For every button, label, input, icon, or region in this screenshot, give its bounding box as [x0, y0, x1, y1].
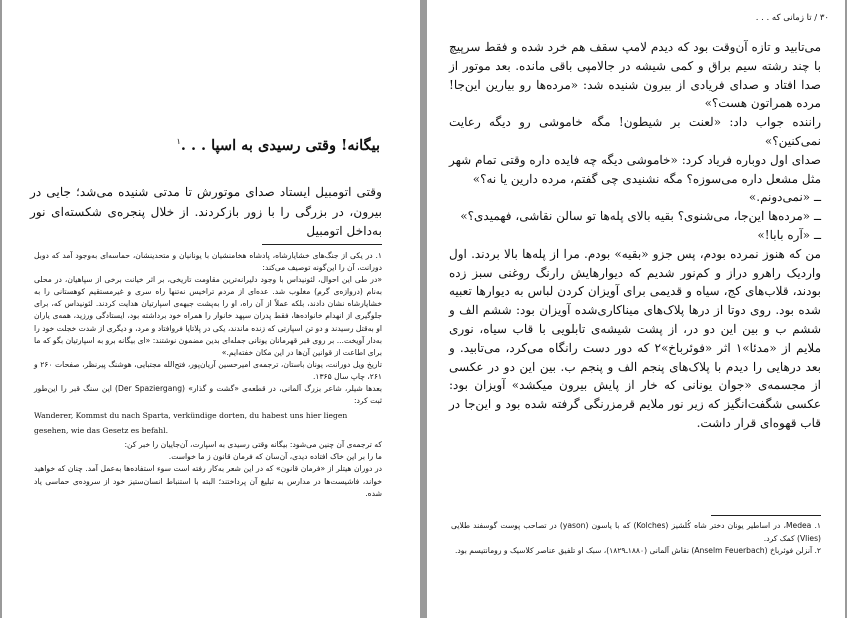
- title-footnote-ref: ۱: [176, 137, 181, 146]
- dialogue-line: ــ «نمی‌دونم.»: [748, 190, 821, 205]
- german-quote-line: gesehen, wie das Gesetz es befahl.: [34, 426, 169, 436]
- dialogue-line: ــ «آره بابا!»: [757, 227, 821, 242]
- footnote: ما را بر این خاک افتاده دیدی، آن‌سان که فرمان قانون ز ما خواست.: [168, 452, 382, 462]
- footnote: تاریخ ویل دورانت، یونان باستان، ترجمه‌ی امیرحسین آریان‌پور، فتح‌الله مجتبایی، هوشنگ پیرنظر، صفحات ۲۶۰ و ۲۶۱، چاپ سال ۱۳۶۵.: [34, 359, 382, 381]
- footnote: که ترجمه‌ی آن چنین می‌شود: بیگانه وقتی رسیدی به اسپارت، آن‌جاییان را خبر کن:: [124, 440, 382, 450]
- body-text: [449, 38, 821, 433]
- left-page: [2, 0, 420, 618]
- footnote: «در طی این احوال، لئونیداس با وجود دلیرانه‌ترین مقاومت تاریخی، بر اثر خیانت برخی از سپاهیان، در محلی به‌نام (دروازه‌ی گرم) مغلوب شد. عده‌ای از مردم تراخیس نه‌تنها راه سری و غیرمستقیم کوهستانی را به خشایارشاه نشان دادند، بلکه عملاً از آن راه، او را به‌پشت جبهه‌ی اسپارتیان هدایت کردند. لئونیداس که، برای جلوگیری از انهدام خانواده‌ها، فقط پدران سپهد خانوار را همراه خود برداشته بود، ایستادگی ورزید، همه‌ی یاران او به‌قتل رسیدند و دو تن اسپارتی که زنده ماندند، یکی در پلاتایا فروافتاد و مرد، و دیگری از شدت خجلت خود را به‌دار آویخت... بر روی قبر قهرمانان یونانی جمله‌ای بدین مضمون نوشتند: «ای بیگانه برو به اسپارتیان بگو که ما برای اطاعت از قوانین آن‌ها در این مکان خفته‌ایم.»: [34, 275, 382, 357]
- paragraph: می‌تابید و تازه آن‌وقت بود که دیدم لامپ سقف هم خرد شده و فقط سرپیچ با چند رشته سیم براق و کمی شیشه در جالامپی باقی مانده. بعد موتور از صدا افتاد و صدای فریادی از بیرون شنیده شد: «مرده‌ها رو بیارین این‌جا! مرده همراتون هست؟»: [449, 40, 821, 111]
- footnote: ۱. Medea، در اساطیر یونان دختر شاه کُلشیز (Kolches) که با یاسون (yason) در تصاحب پوست گوسفند طلایی (Vlies) کمک کرد.: [451, 521, 822, 543]
- paragraph: من که هنوز نمرده بودم، پس جزو «بقیه» بودم. مرا از پله‌ها بالا بردند. اول واردیک راهرو دراز و کم‌نور شدیم که دیوارهایش رارنگ روغنی سبز زده بودند، قلاب‌های کج، سیاه و قدیمی برای آویزان کردن لباس به دیوارها تعبیه شده بود. روی دوتا از درها پلاک‌های میناکاری‌شده آویزان بود: ششم الف و ششم ب و بین این دو در، از پشت شیشه‌ی تابلویی با قاب سیاه، نوری ملایم از «مدئا»۱ اثر «فوئرباخ»۲ که دور دست رانگاه می‌کرد، می‌تابید. و بعد درهایی را دیدم با پلاک‌های پنجم الف و پنجم ب. بین این دو در عکسی از مجسمه‌ی «جوان یونانی که خار از پایش بیرون میکشد» آویزان بود: عکسی شگفت‌انگیز که زیر نور ملایم قرمزرنگی گرفته شده بود و این‌جا در قاب قهوه‌ای قرار داشت.: [449, 246, 822, 430]
- footnote: در دوران هیتلر از «فرمان قانون» که در این شعر به‌کار رفته است سوء استفاده‌ها به‌عمل آمد. چنان که خواهید خواند، فاشیست‌ها در مدارس به تبلیغ آن پرداختند؛ البته با استنباط انسان‌ستیز خود از سروده‌ی حماسی یاد شده.: [34, 464, 382, 498]
- left-footnotes: [34, 250, 382, 500]
- running-head: ۳۰ / تا زمانی که . . .: [755, 13, 829, 23]
- footnote-separator: [711, 515, 821, 516]
- right-page: [427, 0, 845, 618]
- footnote: ۲. آنزلن فوئرباخ (Anselm Feuerbach) نقاش آلمانی (۱۸۸۰ـ۱۸۲۹)، سبک او تلفیق عناصر کلاسیک و رومانتیسم بود.: [455, 546, 821, 555]
- footnote-separator: [262, 244, 382, 245]
- paragraph: صدای اول دوباره فریاد کرد: «خاموشی دیگه چه فایده داره وقتی تمام شهر مثل مشعل داره می‌سوزه؟ مگه نشنیدی چی گفتم، مرده دارین یا نه؟»: [449, 152, 821, 186]
- right-footnotes: [451, 520, 821, 558]
- opening-paragraph: وقتی اتومبیل ایستاد صدای موتورش تا مدتی شنیده می‌شد؛ جایی در بیرون، در بزرگی را با زور بازکردند. از خلال پنجره‌ی شکسته‌ای نور به‌داخل اتومبیل: [30, 185, 382, 238]
- dialogue-line: ــ «مرده‌ها این‌جا، می‌شنوی؟ بقیه بالای پله‌ها تو سالن نقاشی، فهمیدی؟»: [460, 209, 821, 224]
- footnote: بعدها شیلر، شاعر بزرگ آلمانی، در قطعه‌ی «گشت و گذار» (Der Spaziergang) این سنگ قبر را این‌طور ثبت کرد:: [34, 384, 383, 406]
- footnote: ۱. در یکی از جنگ‌های خشایارشاه، پادشاه هخامنشیان با یونانیان و متحدینشان، حماسه‌ای به‌وجود آمد که دوبل دورانت، آن را این‌گونه توصیف می‌کند:: [34, 251, 382, 273]
- paragraph: راننده جواب داد: «لعنت بر شیطون! مگه خاموشی رو دیگه رعایت نمی‌کنین؟»: [449, 115, 821, 148]
- chapter-title-text: بیگانه! وقتی رسیدی به اسپا . . .: [180, 136, 380, 154]
- german-quote-line: Wanderer, Kommst du nach Sparta, verkündige dorten, du habest uns hier liegen: [34, 411, 348, 421]
- chapter-title: [36, 132, 380, 156]
